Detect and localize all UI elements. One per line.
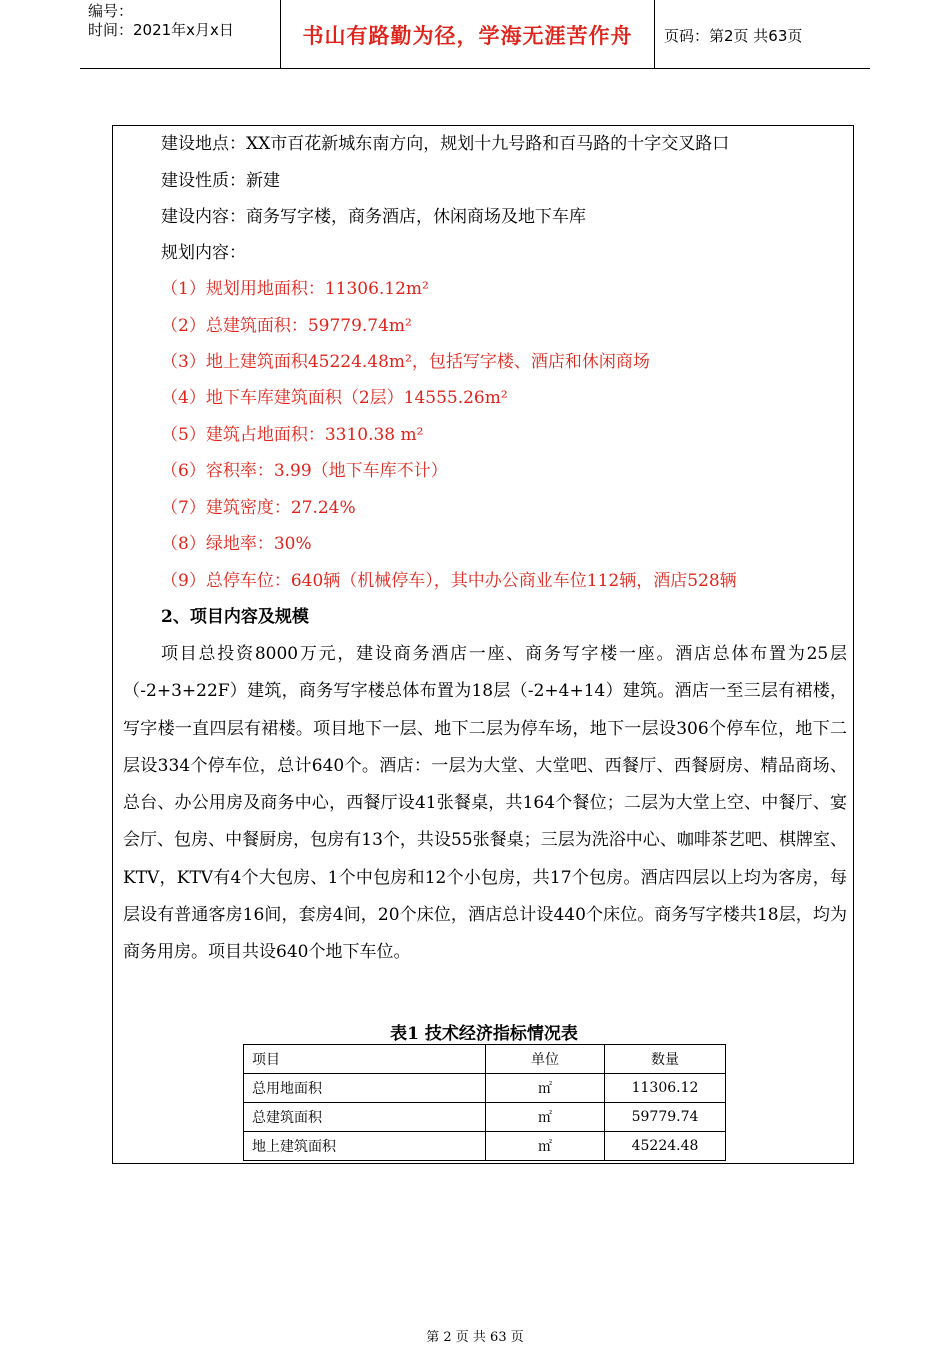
- tech-indicator-table: [243, 1044, 726, 1161]
- plan-item: （2）总建筑面积：59779.74m²: [161, 316, 412, 336]
- table-cell: 地上建筑面积: [244, 1132, 486, 1161]
- header-page-info: 页码：第2页 共63页: [664, 27, 803, 45]
- plan-title: 规划内容：: [161, 243, 246, 263]
- page-header: [80, 0, 870, 69]
- plan-item: （7）建筑密度：27.24%: [161, 498, 356, 518]
- page-footer: 第 2 页 共 63 页: [426, 1330, 524, 1345]
- table-cell: ㎡: [486, 1074, 605, 1103]
- table-cell: 总建筑面积: [244, 1103, 486, 1132]
- content-line: 建设内容：商务写字楼，商务酒店，休闲商场及地下车库: [161, 207, 586, 227]
- table-cell: 59779.74: [605, 1103, 726, 1132]
- header-motto: 书山有路勤为径，学海无涯苦作舟: [302, 24, 633, 48]
- plan-item: （5）建筑占地面积：3310.38 m²: [161, 425, 424, 445]
- table-header-row: [244, 1045, 726, 1074]
- table-row: [244, 1074, 726, 1103]
- plan-item: （9）总停车位：640辆（机械停车），其中办公商业车位112辆，酒店528辆: [161, 571, 737, 591]
- nature-line: 建设性质：新建: [161, 171, 280, 191]
- table-header-cell: 项目: [244, 1045, 486, 1074]
- project-paragraph: 项目总投资8000万元，建设商务酒店一座、商务写字楼一座。酒店总体布置为25层（-2+3+22F）建筑，商务写字楼总体布置为18层（-2+4+14）建筑。酒店一至三层有裙楼，写字楼一直四层有裙楼。项目地下一层、地下二层为停车场，地下一层设306个停车位，地下二层设334个停车位，总计640个。酒店：一层为大堂、大堂吧、西餐厅、西餐厨房、精品商场、总台、办公用房及商务中心，西餐厅设41张餐桌，共164个餐位；二层为大堂上空、中餐厅、宴会厅、包房、中餐厨房，包房有13个，共设55张餐桌；三层为洗浴中心、咖啡茶艺吧、棋牌室、KTV，KTV有4个大包房、1个中包房和12个小包房，共17个包房。酒店四层以上均为客房，每层设有普通客房16间，套房4间，20个床位，酒店总计设440个床位。商务写字楼共18层，均为商务用房。项目共设640个地下车位。: [123, 644, 847, 963]
- table-caption: 表1 技术经济指标情况表: [390, 1024, 578, 1044]
- site-line: 建设地点：XX市百花新城东南方向，规划十九号路和百马路的十字交叉路口: [161, 134, 730, 154]
- table-cell: 11306.12: [605, 1074, 726, 1103]
- table-row: [244, 1132, 726, 1161]
- content-frame: [112, 125, 854, 1164]
- time-label: 时间：2021年x月x日: [88, 21, 234, 39]
- section-title: 2、项目内容及规模: [161, 607, 309, 627]
- table-cell: 总用地面积: [244, 1074, 486, 1103]
- table-header-cell: 数量: [605, 1045, 726, 1074]
- plan-item: （3）地上建筑面积45224.48m²，包括写字楼、酒店和休闲商场: [161, 352, 650, 372]
- table-cell: ㎡: [486, 1132, 605, 1161]
- table-cell: 45224.48: [605, 1132, 726, 1161]
- header-meta: [88, 2, 234, 40]
- plan-item: （1）规划用地面积：11306.12m²: [161, 279, 429, 299]
- table-header-cell: 单位: [486, 1045, 605, 1074]
- plan-item: （8）绿地率：30%: [161, 534, 312, 554]
- table-cell: ㎡: [486, 1103, 605, 1132]
- plan-item: （6）容积率：3.99（地下车库不计）: [161, 461, 448, 481]
- number-label: 编号：: [88, 2, 134, 20]
- header-divider: [654, 0, 655, 68]
- table-row: [244, 1103, 726, 1132]
- plan-item: （4）地下车库建筑面积（2层）14555.26m²: [161, 388, 508, 408]
